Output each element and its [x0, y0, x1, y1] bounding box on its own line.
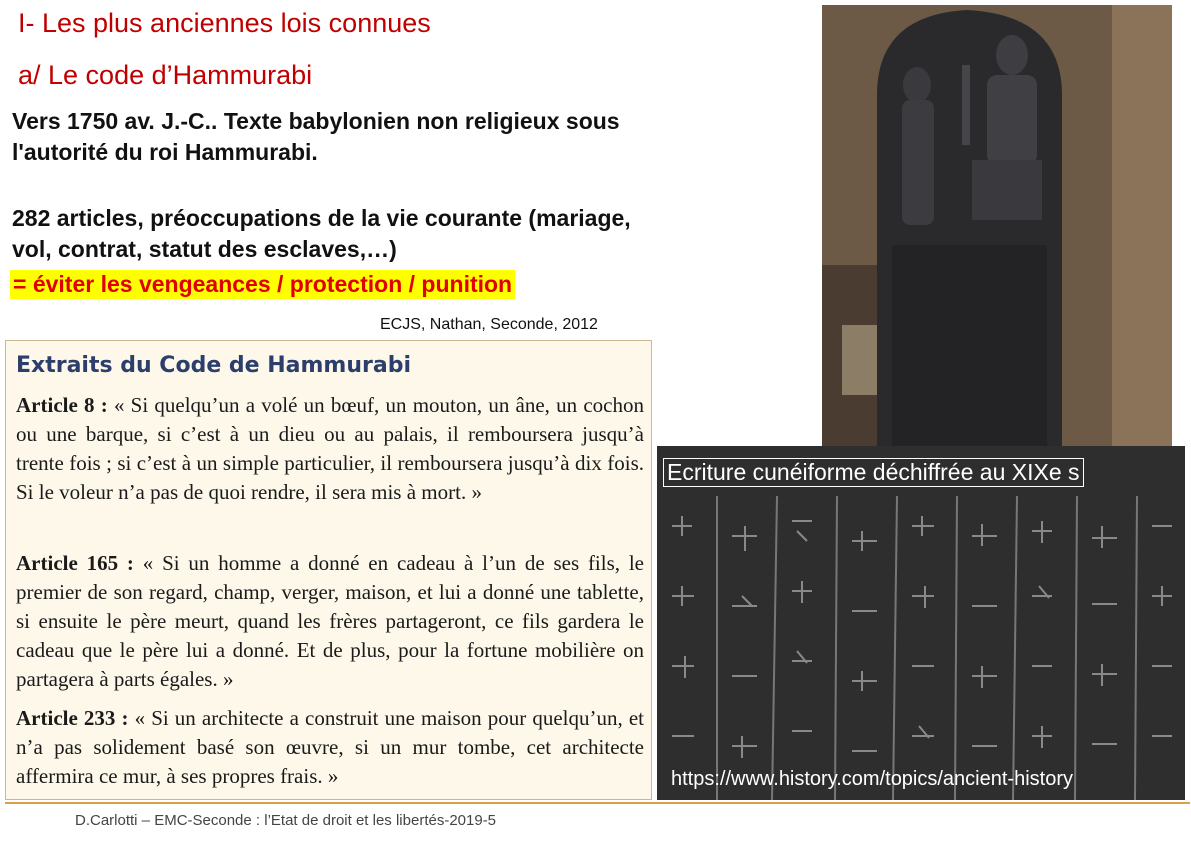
intro-line-1: Vers 1750 av. J.-C.. Texte babylonien non religieux sous — [12, 108, 620, 134]
cuneiform-photo — [657, 446, 1185, 800]
excerpt-title: Extraits du Code de Hammurabi — [16, 353, 411, 378]
intro-line-4: vol, contrat, statut des esclaves,…) — [12, 236, 397, 262]
image-source-url[interactable]: https://www.history.com/topics/ancient-history — [671, 768, 1073, 790]
article-label: Article 8 : — [16, 393, 108, 417]
intro-paragraph-articles — [12, 203, 631, 265]
excerpt-box — [5, 340, 652, 800]
section-subtitle: a/ Le code d’Hammurabi — [18, 60, 313, 90]
hammurabi-stele-photo — [822, 5, 1172, 450]
footer-divider — [5, 802, 1190, 804]
page-title: I- Les plus anciennes lois connues — [18, 8, 431, 38]
article-233 — [16, 704, 644, 791]
article-text: « Si quelqu’un a volé un bœuf, un mouton, un âne, un cochon ou une barque, si c’est à un dieu ou au palais, il remboursera jusqu’à trente fois ; si c’est à un simple particulier, il remboursera jusqu’à dix fois. Si le voleur n’a pas de quoi rendre, il sera mis à mort. » — [16, 393, 644, 504]
article-text: « Si un architecte a construit une maison pour quelqu’un, et n’a pas solidement basé son œuvre, si un mur tombe, cet architecte affermira ce mur, à ses propres frais. » — [16, 706, 644, 788]
article-label: Article 233 : — [16, 706, 129, 730]
cuneiform-texture — [657, 446, 1185, 800]
article-label: Article 165 : — [16, 551, 134, 575]
footer-credit: D.Carlotti – EMC-Seconde : l’Etat de droit et les libertés-2019-5 — [75, 812, 497, 829]
cuneiform-caption: Ecriture cunéiforme déchiffrée au XIXe s — [663, 458, 1084, 487]
article-8 — [16, 391, 644, 507]
article-165 — [16, 549, 644, 694]
intro-line-2: l'autorité du roi Hammurabi. — [12, 139, 318, 165]
stele-illustration — [822, 5, 1172, 450]
intro-paragraph-date — [12, 106, 620, 168]
article-text: « Si un homme a donné en cadeau à l’un de ses fils, le premier de son regard, champ, verger, maison, et lui a donné une tablette, si ensuite le père meurt, quand les frères partageront, ce fils gardera le cadeau que le père lui a donné. Et de plus, pour la fortune mobilière on partagera à parts égales. » — [16, 551, 644, 691]
highlighted-purpose: = éviter les vengeances / protection / punition — [10, 270, 515, 299]
intro-line-3: 282 articles, préoccupations de la vie courante (mariage, — [12, 205, 631, 231]
source-citation: ECJS, Nathan, Seconde, 2012 — [380, 316, 598, 333]
